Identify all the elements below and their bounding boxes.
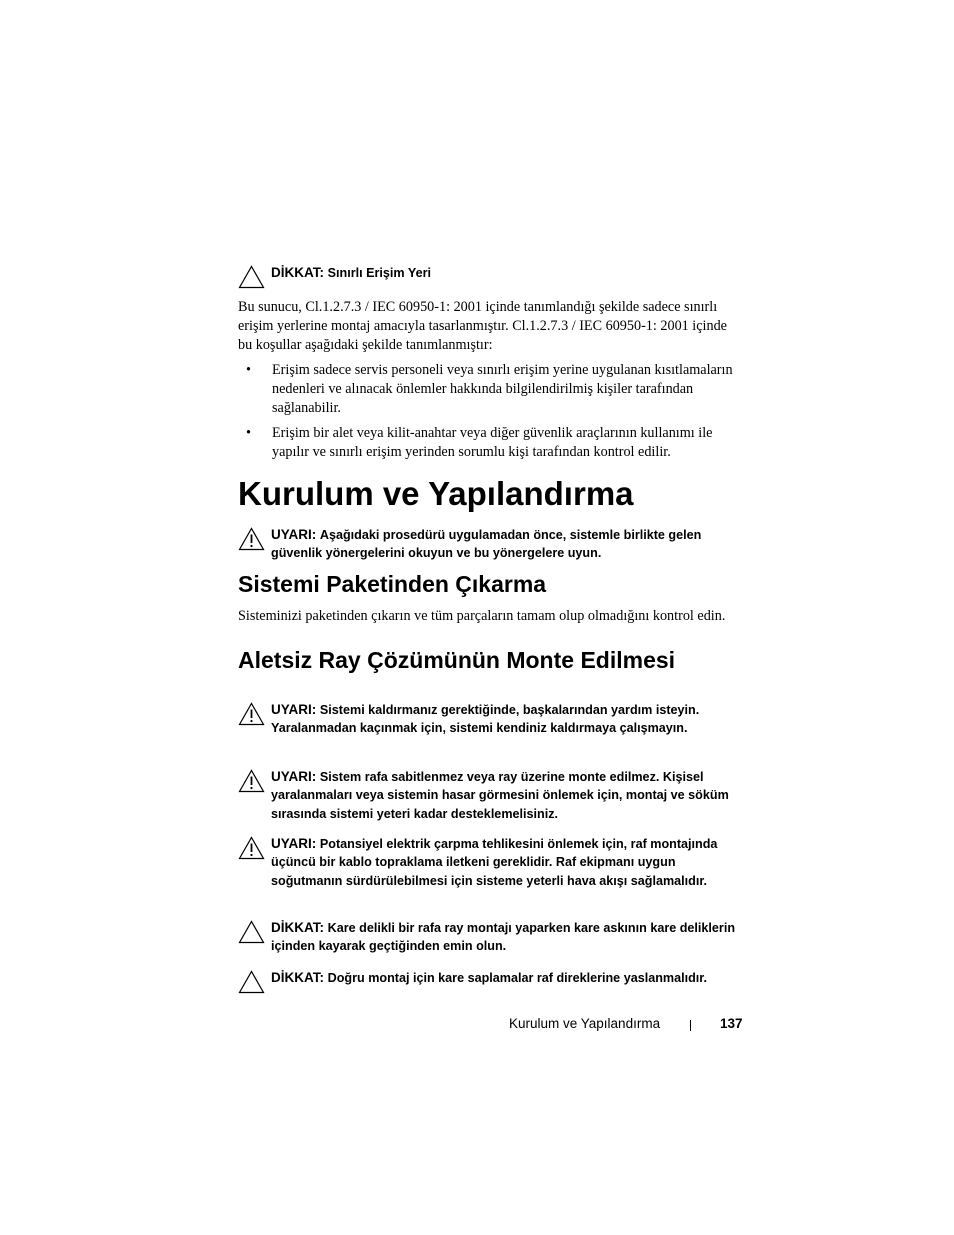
caution-text: [271, 919, 738, 956]
caution-label: DİKKAT:: [271, 265, 324, 280]
warning-text: [271, 701, 738, 738]
warning-text: [271, 526, 738, 563]
warning-triangle-icon: [238, 527, 265, 551]
warning-text: [271, 835, 738, 890]
caution-body: Sınırlı Erişim Yeri: [327, 266, 431, 280]
warning-text: [271, 768, 738, 823]
bullet-icon: •: [246, 362, 251, 378]
warning-label: UYARI:: [271, 836, 317, 851]
caution-notice: [238, 919, 738, 956]
list-item: [238, 361, 738, 418]
section-paragraph-unpack: Sisteminizi paketinden çıkarın ve tüm parçaların tamam olup olmadığını kontrol edin.: [238, 608, 726, 624]
warning-body: Aşağıdaki prosedürü uygulamadan önce, sistemle birlikte gelen güvenlik yönergelerini okuyun ve bu yönergelere uyun.: [271, 528, 702, 561]
caution-label: DİKKAT:: [271, 970, 324, 985]
bullet-icon: •: [246, 425, 251, 441]
warning-label: UYARI:: [271, 527, 317, 542]
warning-notice: [238, 526, 738, 563]
list-item-text: Erişim sadece servis personeli veya sınırlı erişim yerine uygulanan kısıtlamaların nedenleri ve alınacak önlemler hakkında bilgilendirilmiş kişiler tarafından sağlanabilir.: [272, 362, 733, 416]
warning-body: Sistemi kaldırmanız gerektiğinde, başkalarından yardım isteyin. Yaralanmadan kaçınmak için, sistemi kendiniz kaldırmaya çalışmayın.: [271, 703, 700, 736]
bullet-list: [238, 361, 738, 462]
intro-paragraph: Bu sunucu, Cl.1.2.7.3 / IEC 60950-1: 2001 içinde tanımlandığı şekilde sadece sınırlı erişim yerlerine montaj amacıyla tasarlanmıştır. Cl.1.2.7.3 / IEC 60950-1: 2001 içinde bu koşullar aşağıdaki şekilde tanımlanmıştır:: [238, 299, 727, 354]
warning-notice: [238, 701, 738, 738]
warning-triangle-icon: [238, 769, 265, 793]
warning-triangle-icon: [238, 836, 265, 860]
page-number: 137: [720, 1016, 743, 1031]
warning-label: UYARI:: [271, 769, 317, 784]
list-item: [238, 424, 738, 462]
list-item-text: Erişim bir alet veya kilit-anahtar veya diğer güvenlik araçlarının kullanımı ile yapılır ve sınırlı erişim yerinden sorumlu kişi tarafından kontrol edilir.: [272, 425, 713, 460]
warning-triangle-icon: [238, 702, 265, 726]
footer-title: Kurulum ve Yapılandırma: [509, 1016, 661, 1031]
warning-notice: [238, 835, 738, 890]
section-title-unpack: Sistemi Paketinden Çıkarma: [238, 571, 547, 597]
warning-notice: [238, 768, 738, 823]
warning-label: UYARI:: [271, 702, 317, 717]
caution-body: Kare delikli bir rafa ray montajı yaparken kare askının kare deliklerin içinden kayarak geçtiğinden emin olun.: [271, 921, 736, 954]
caution-label: DİKKAT:: [271, 920, 324, 935]
caution-triangle-icon: [238, 265, 265, 289]
section-title-rails: Aletsiz Ray Çözümünün Monte Edilmesi: [238, 647, 676, 673]
caution-notice: [238, 969, 738, 987]
caution-triangle-icon: [238, 970, 265, 994]
warning-body: Sistem rafa sabitlenmez veya ray üzerine monte edilmez. Kişisel yaralanmaları veya sistemin hasar görmesini önlemek için, montaj ve söküm sırasında sistemi yeteri kadar desteklemelisiniz.: [271, 770, 729, 821]
caution-notice: [238, 264, 738, 282]
caution-body: Doğru montaj için kare saplamalar raf direklerine yaslanmalıdır.: [327, 971, 707, 985]
caution-triangle-icon: [238, 920, 265, 944]
warning-body: Potansiyel elektrik çarpma tehlikesini önlemek için, raf montajında üçüncü bir kablo topraklama iletkeni gereklidir. Raf ekipmanı uygun soğutmanın sürdürülebilmesi için sisteme yeterli hava akışı sağlamalıdır.: [271, 837, 718, 888]
caution-text: [271, 969, 738, 987]
chapter-title: Kurulum ve Yapılandırma: [238, 475, 634, 512]
caution-text: [271, 264, 738, 282]
footer-separator: [690, 1020, 691, 1031]
